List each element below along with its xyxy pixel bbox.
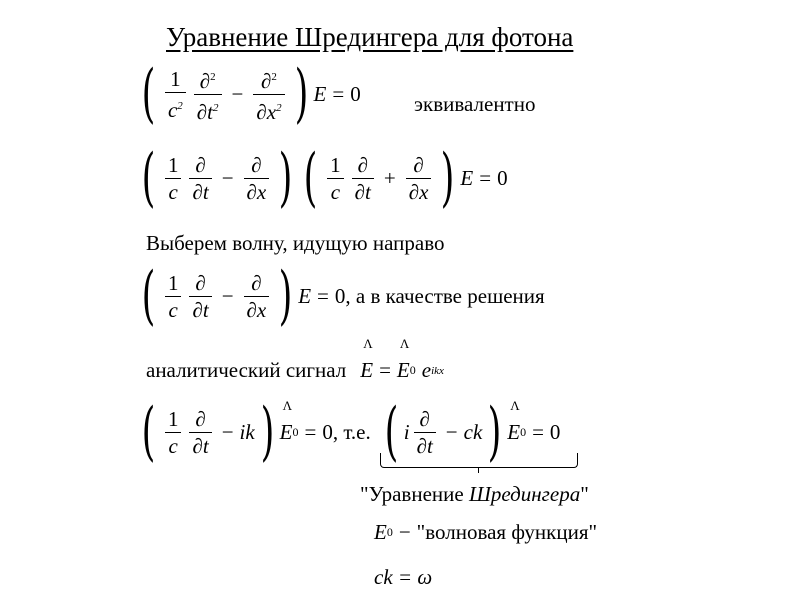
solution-text: , а в качестве решения: [345, 283, 545, 308]
equivalent-label: эквивалентно: [414, 92, 536, 116]
label-schrodinger-equation: "Уравнение Шредингера": [360, 482, 589, 506]
equation-first-order: ( $\frac{1}{c}$ $\frac{\partial}{\partial t}$ − $\frac{\partial}{\partial x}$ ) E = 0 , а в качестве решения: [141, 259, 545, 333]
equation-wave-second-order: ( $\frac{1}{c^2}$ $\frac{\partial^2}{\partial t^2}$ − $\frac{\partial^2}{\partial x^2}$ ) E = 0: [141, 57, 361, 131]
slide-title: Уравнение Шредингера для фотона: [166, 22, 574, 52]
analytic-signal-label: аналитический сигнал: [146, 358, 347, 382]
text-wave-right: Выберем волну, идущую направо: [146, 231, 445, 255]
equation-factorized: ( $\frac{1}{c}$ $\frac{\partial}{\partial t}$ − $\frac{\partial}{\partial x}$ ) ( $\frac{1}{c}$ $\frac{\partial}{\partial t}$ + $\frac{\partial}{\partial x}$ ) E = 0: [141, 141, 508, 215]
label-wave-function-line: E 0 − "волновая функция": [374, 520, 598, 544]
dispersion-relation: ck = ω: [374, 565, 433, 589]
equation-schrodinger: ( $\frac{1}{c}$ $\frac{\partial}{\partial t}$ − ik ) Λ E 0 = 0 , т.е. ( i $\frac{\partial}{\partial t}$ − ck ) Λ E 0 = 0: [136, 400, 560, 464]
analytic-signal-line: аналитический сигнал Λ E = Λ E 0 e ikx: [146, 358, 444, 383]
label-wave-function: "волновая функция": [416, 520, 598, 544]
underbrace: [380, 453, 578, 468]
that-is-text: , т.е.: [332, 419, 371, 444]
